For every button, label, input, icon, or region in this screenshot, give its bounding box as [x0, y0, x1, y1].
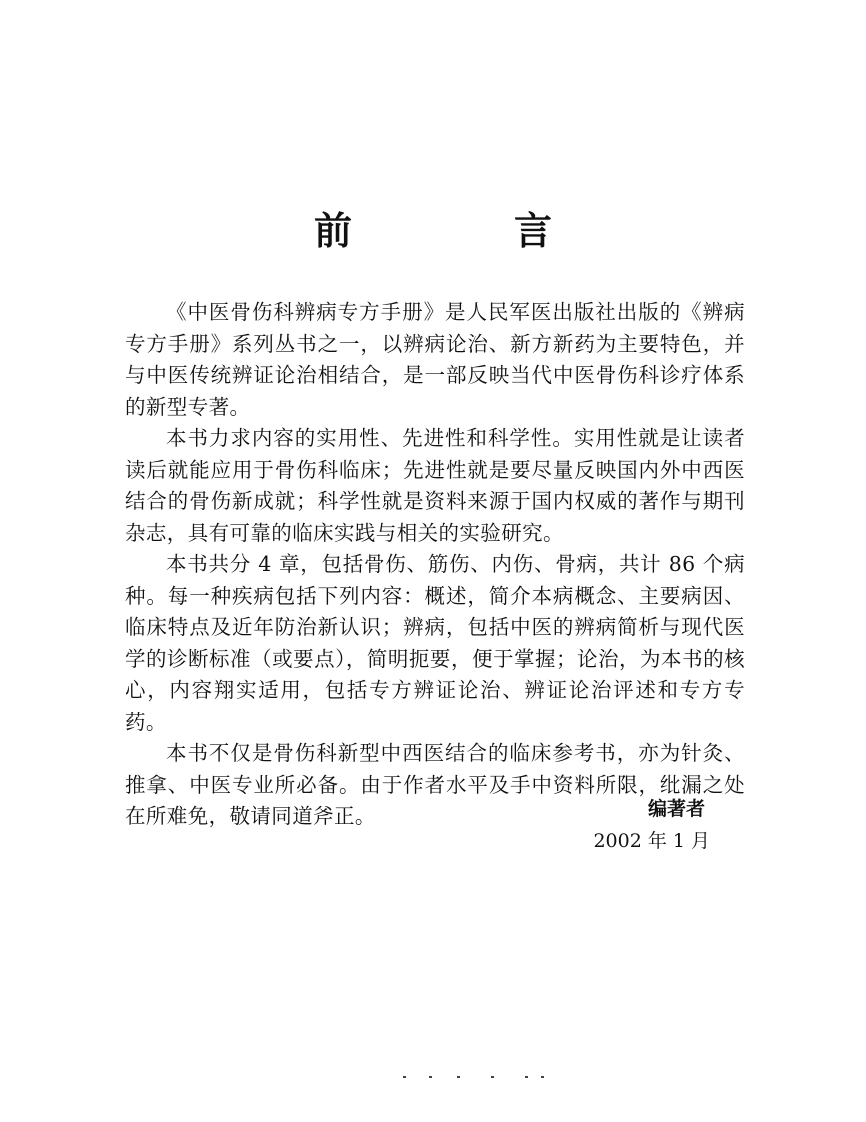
scan-artifact-dot	[491, 1076, 494, 1078]
scan-artifact-dot	[429, 1076, 432, 1078]
signature-block	[560, 793, 730, 857]
page-title: 前 言	[313, 208, 614, 253]
paragraph-2: 本书力求内容的实用性、先进性和科学性。实用性就是让读者读后就能应用于骨伤科临床；先进性就是要尽量反映国内外中西医结合的骨伤新成就；科学性就是资料来源于国内权威的著作与期刊杂志，具有可靠的临床实践与相关的实验研究。	[125, 426, 745, 545]
scan-artifact-dot	[457, 1076, 460, 1078]
signature-date: 2002 年 1 月	[593, 830, 710, 852]
scan-artifact-dot	[525, 1076, 528, 1078]
scan-artifact-dot	[541, 1076, 544, 1078]
paragraph-3: 本书共分 4 章，包括骨伤、筋伤、内伤、骨病，共计 86 个病种。每一种疾病包括下列内容：概述，简介本病概念、主要病因、临床特点及近年防治新认识；辨病，包括中医的辨病简析与现代医学的诊断标准（或要点），简明扼要，便于掌握；论治，为本书的核心，内容翔实适用，包括专方辨证论治、辨证论治评述和专方专药。	[125, 552, 745, 734]
scan-artifact-dot	[403, 1076, 406, 1078]
preface-body	[125, 297, 745, 833]
paragraph-1: 《中医骨伤科辨病专方手册》是人民军医出版社出版的《辨病专方手册》系列丛书之一，以辨病论治、新方新药为主要特色，并与中医传统辨证论治相结合，是一部反映当代中医骨伤科诊疗体系的新型专著。	[125, 300, 745, 419]
scan-artifact-marks	[395, 1072, 565, 1080]
paragraph-4: 本书不仅是骨伤科新型中西医结合的临床参考书，亦为针灸、推拿、中医专业所必备。由于作者水平及手中资料所限，纰漏之处在所难免，敬请同道斧正。	[125, 741, 745, 828]
signature-author: 编著者	[647, 798, 705, 820]
